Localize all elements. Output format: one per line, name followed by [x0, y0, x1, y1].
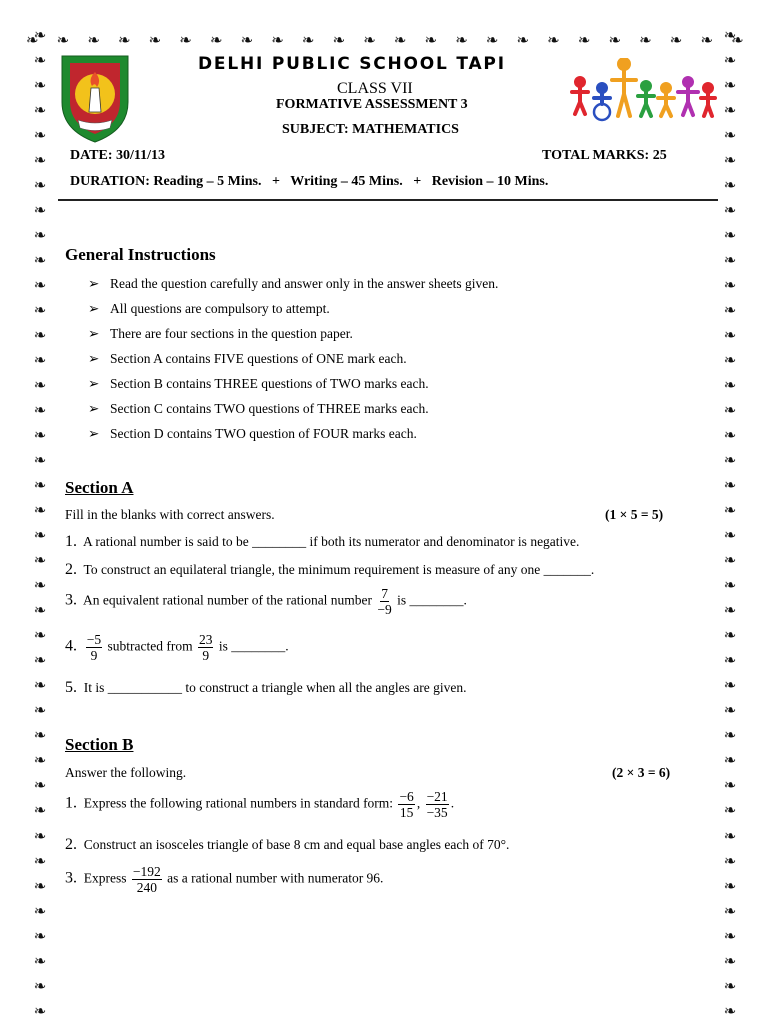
border-figure-icon: ❧ [33, 951, 47, 970]
border-figure-icon: ❧ [33, 51, 47, 70]
border-figure-icon: ❧ [547, 31, 560, 49]
children-illustration [568, 58, 718, 122]
question-a2: 2. To construct an equilateral triangle, the minimum requirement is measure of any one _______. [65, 561, 595, 578]
border-figure-icon: ❧ [33, 651, 47, 670]
border-figure-icon: ❧ [639, 31, 652, 49]
exam-duration: DURATION: Reading – 5 Mins. + Writing – 45 Mins. + Revision – 10 Mins. [70, 174, 549, 189]
border-figure-icon: ❧ [455, 31, 468, 49]
arrow-bullet-icon: ➢ [88, 376, 100, 391]
instruction-item: ➢ Section A contains FIVE questions of ONE mark each. [88, 351, 407, 366]
arrow-bullet-icon: ➢ [88, 351, 100, 366]
border-figure-icon: ❧ [669, 31, 683, 49]
border-figure-icon: ❧ [723, 526, 737, 545]
fraction: $\frac{7}{-9}$ [377, 586, 392, 617]
border-figure-icon: ❧ [723, 101, 737, 120]
border-figure-icon: ❧ [33, 826, 47, 845]
border-figure-icon: ❧ [33, 176, 47, 195]
instruction-item: ➢ All questions are compulsory to attempt. [88, 301, 330, 316]
border-figure-icon: ❧ [33, 376, 47, 395]
border-figure-icon: ❧ [723, 126, 737, 145]
border-figure-icon: ❧ [33, 501, 47, 520]
border-figure-icon: ❧ [33, 626, 47, 645]
border-figure-icon: ❧ [33, 201, 47, 220]
border-figure-icon: ❧ [723, 351, 737, 370]
border-figure-icon: ❧ [723, 651, 737, 670]
border-figure-icon: ❧ [301, 31, 315, 49]
section-a-marks: (1 × 5 = 5) [605, 507, 664, 522]
border-figure-icon: ❧ [33, 576, 47, 595]
question-a5: 5. It is ___________ to construct a triangle when all the angles are given. [65, 679, 467, 696]
border-figure-icon: ❧ [33, 76, 47, 95]
question-a4: 4. $\frac{-5}{9}$ subtracted from $\frac{23}{9}$ is ________. [65, 632, 289, 663]
border-figure-icon: ❧ [723, 501, 737, 520]
question-a3: 3. An equivalent rational number of the rational number $\frac{7}{-9}$ is ________. [65, 586, 467, 617]
border-figure-icon: ❧ [731, 31, 744, 49]
border-figure-icon: ❧ [723, 876, 737, 895]
border-left [30, 28, 50, 1018]
instruction-item: ➢ There are four sections in the question paper. [88, 326, 353, 341]
border-figure-icon: ❧ [723, 626, 737, 645]
border-figure-icon: ❧ [723, 1001, 737, 1020]
border-top [26, 26, 744, 50]
border-figure-icon: ❧ [33, 876, 47, 895]
border-figure-icon: ❧ [723, 426, 737, 445]
fraction: $\frac{-21}{-35}$ [426, 789, 448, 820]
fraction: $\frac{-5}{9}$ [86, 632, 102, 663]
instruction-item: ➢ Section D contains TWO question of FOUR marks each. [88, 426, 417, 441]
question-a1: 1. A rational number is said to be ________ if both its numerator and denominator is negative. [65, 533, 580, 550]
border-figure-icon: ❧ [33, 551, 47, 570]
arrow-bullet-icon: ➢ [88, 426, 100, 441]
border-figure-icon: ❧ [723, 276, 737, 295]
border-figure-icon: ❧ [33, 451, 47, 470]
section-b-marks: (2 × 3 = 6) [612, 765, 671, 780]
border-figure-icon: ❧ [723, 826, 737, 845]
border-figure-icon: ❧ [485, 31, 499, 49]
border-figure-icon: ❧ [33, 801, 47, 820]
border-figure-icon: ❧ [33, 226, 47, 245]
instruction-item: ➢ Read the question carefully and answer only in the answer sheets given. [88, 276, 499, 291]
border-figure-icon: ❧ [723, 26, 737, 44]
border-figure-icon: ❧ [33, 1001, 47, 1020]
header-divider [58, 199, 718, 201]
school-name: DELHI PUBLIC SCHOOL TAPI [198, 54, 506, 74]
border-figure-icon: ❧ [723, 776, 737, 795]
fraction: $\frac{23}{9}$ [198, 632, 213, 663]
border-figure-icon: ❧ [723, 551, 737, 570]
border-figure-icon: ❧ [723, 676, 737, 695]
border-figure-icon: ❧ [723, 601, 737, 620]
border-figure-icon: ❧ [33, 926, 47, 945]
total-marks: TOTAL MARKS: 25 [542, 148, 667, 163]
exam-date: DATE: 30/11/13 [70, 148, 166, 163]
school-logo [56, 50, 134, 144]
border-figure-icon: ❧ [723, 151, 737, 170]
border-figure-icon: ❧ [56, 31, 70, 49]
border-figure-icon: ❧ [33, 126, 47, 145]
border-figure-icon: ❧ [209, 31, 223, 49]
border-figure-icon: ❧ [33, 776, 47, 795]
border-figure-icon: ❧ [33, 101, 47, 120]
border-figure-icon: ❧ [723, 576, 737, 595]
border-figure-icon: ❧ [723, 251, 737, 270]
border-figure-icon: ❧ [723, 326, 737, 345]
border-figure-icon: ❧ [723, 376, 737, 395]
question-b3: 3. Express $\frac{-192}{240}$ as a rational number with numerator 96. [65, 864, 384, 895]
question-b1: 1. Express the following rational numbers in standard form: $\frac{-6}{15}$ , $\frac{-21}{-35}$ . [65, 789, 455, 820]
border-figure-icon: ❧ [240, 31, 254, 49]
section-a-title: Section A [65, 478, 134, 497]
border-figure-icon: ❧ [723, 951, 737, 970]
border-figure-icon: ❧ [723, 76, 737, 95]
border-figure-icon: ❧ [723, 751, 737, 770]
border-figure-icon: ❧ [26, 31, 39, 49]
border-figure-icon: ❧ [33, 751, 47, 770]
border-figure-icon: ❧ [33, 26, 47, 44]
border-figure-icon: ❧ [33, 526, 47, 545]
instruction-item: ➢ Section C contains TWO questions of THREE marks each. [88, 401, 429, 416]
border-figure-icon: ❧ [723, 976, 737, 995]
border-figure-icon: ❧ [393, 31, 407, 49]
border-figure-icon: ❧ [33, 701, 47, 720]
border-figure-icon: ❧ [33, 351, 47, 370]
border-figure-icon: ❧ [723, 226, 737, 245]
border-figure-icon: ❧ [723, 451, 737, 470]
border-figure-icon: ❧ [33, 426, 47, 445]
border-figure-icon: ❧ [723, 701, 737, 720]
border-figure-icon: ❧ [87, 31, 100, 49]
instructions-heading: General Instructions [65, 245, 216, 264]
border-figure-icon: ❧ [33, 401, 47, 420]
border-figure-icon: ❧ [33, 476, 47, 495]
border-figure-icon: ❧ [271, 31, 284, 49]
border-figure-icon: ❧ [723, 901, 737, 920]
border-figure-icon: ❧ [723, 926, 737, 945]
arrow-bullet-icon: ➢ [88, 326, 100, 341]
border-figure-icon: ❧ [723, 726, 737, 745]
border-figure-icon: ❧ [33, 676, 47, 695]
border-figure-icon: ❧ [33, 601, 47, 620]
class-title: CLASS VII [337, 80, 413, 97]
border-figure-icon: ❧ [148, 31, 162, 49]
border-figure-icon: ❧ [179, 31, 192, 49]
fraction: $\frac{-192}{240}$ [132, 864, 161, 895]
border-figure-icon: ❧ [723, 476, 737, 495]
border-figure-icon: ❧ [723, 176, 737, 195]
arrow-bullet-icon: ➢ [88, 401, 100, 416]
section-a-direction: Fill in the blanks with correct answers. [65, 507, 275, 522]
fraction: $\frac{-6}{15}$ [399, 789, 414, 820]
border-figure-icon: ❧ [424, 31, 438, 49]
border-figure-icon: ❧ [577, 31, 591, 49]
border-right [720, 28, 740, 1018]
border-figure-icon: ❧ [33, 851, 47, 870]
border-figure-icon: ❧ [33, 151, 47, 170]
subject-title: SUBJECT: MATHEMATICS [282, 122, 459, 137]
instruction-item: ➢ Section B contains THREE questions of TWO marks each. [88, 376, 429, 391]
border-figure-icon: ❧ [117, 31, 131, 49]
border-figure-icon: ❧ [516, 31, 530, 49]
border-figure-icon: ❧ [33, 901, 47, 920]
question-b2: 2. Construct an isosceles triangle of base 8 cm and equal base angles each of 70°. [65, 836, 510, 853]
border-figure-icon: ❧ [723, 301, 737, 320]
border-figure-icon: ❧ [608, 31, 622, 49]
border-figure-icon: ❧ [723, 801, 737, 820]
border-figure-icon: ❧ [363, 31, 376, 49]
border-figure-icon: ❧ [723, 201, 737, 220]
border-figure-icon: ❧ [723, 851, 737, 870]
assessment-title: FORMATIVE ASSESSMENT 3 [276, 97, 468, 112]
border-figure-icon: ❧ [33, 326, 47, 345]
arrow-bullet-icon: ➢ [88, 276, 100, 291]
section-b-direction: Answer the following. [65, 765, 187, 780]
border-figure-icon: ❧ [33, 726, 47, 745]
border-figure-icon: ❧ [33, 976, 47, 995]
border-figure-icon: ❧ [700, 31, 714, 49]
border-figure-icon: ❧ [33, 276, 47, 295]
border-figure-icon: ❧ [33, 251, 47, 270]
arrow-bullet-icon: ➢ [88, 301, 100, 316]
border-figure-icon: ❧ [723, 51, 737, 70]
border-figure-icon: ❧ [723, 401, 737, 420]
section-b-title: Section B [65, 735, 134, 754]
border-figure-icon: ❧ [332, 31, 346, 49]
border-figure-icon: ❧ [33, 301, 47, 320]
